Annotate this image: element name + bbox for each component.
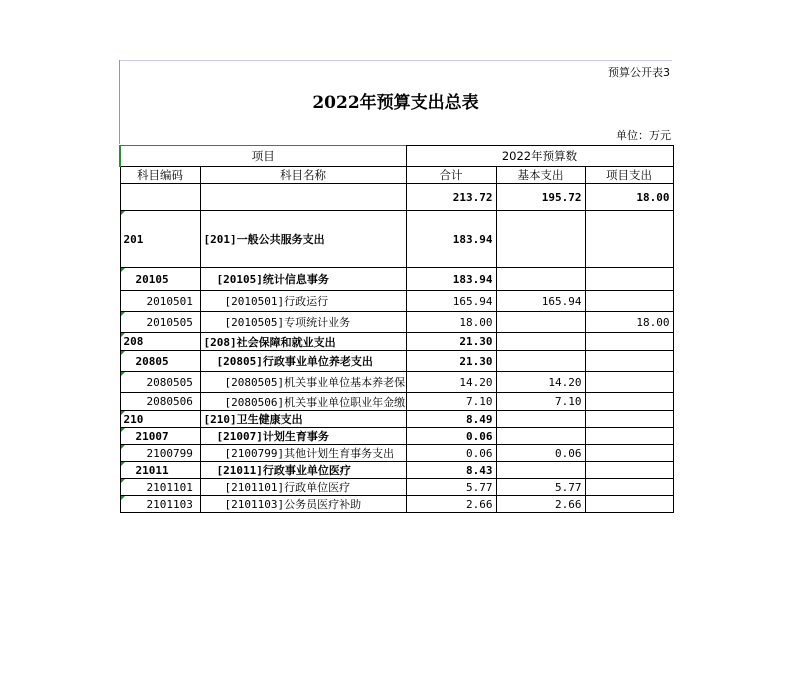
table-row: [120, 393, 673, 411]
cell-name: [2010501]行政运行: [200, 291, 406, 312]
cell-total: 8.43: [406, 462, 496, 479]
header-row-1: [120, 146, 673, 167]
cell-code: [120, 211, 200, 268]
table-row: [120, 333, 673, 351]
cell-name: [2101101]行政单位医疗: [200, 479, 406, 496]
header-budget: 2022年预算数: [406, 146, 673, 167]
unit-label: 单位：万元: [616, 129, 671, 142]
cell-project-exp: 18.00: [585, 312, 673, 333]
cell-project-exp: [585, 496, 673, 513]
cell-total: 183.94: [406, 211, 496, 268]
cell-name: [20105]统计信息事务: [200, 268, 406, 291]
cell-code: [120, 372, 200, 393]
cell-code: [120, 445, 200, 462]
cell-marker: [121, 211, 125, 215]
budget-sheet: [119, 60, 672, 531]
cell-total: 21.30: [406, 333, 496, 351]
cell-marker: [121, 411, 125, 415]
cell-code-text: 21011: [135, 463, 169, 477]
cell-total: 0.06: [406, 428, 496, 445]
cell-name: [208]社会保障和就业支出: [200, 333, 406, 351]
cell-name: [20805]行政事业单位养老支出: [200, 351, 406, 372]
cell-total: 2.66: [406, 496, 496, 513]
cell-code: [120, 462, 200, 479]
cell-marker: [121, 496, 125, 500]
cell-project-exp: [585, 428, 673, 445]
table-row: [120, 372, 673, 393]
cell-marker: [121, 428, 125, 432]
cell-code: [120, 351, 200, 372]
header-code: 科目编码: [120, 167, 200, 184]
cell-name: [21011]行政事业单位医疗: [200, 462, 406, 479]
table-row: [120, 479, 673, 496]
cell-code: [120, 428, 200, 445]
header-project: 项目: [120, 146, 406, 167]
cell-total: 21.30: [406, 351, 496, 372]
cell-total: 165.94: [406, 291, 496, 312]
cell-code-text: 208: [123, 335, 144, 348]
cell-basic: [496, 428, 585, 445]
cell-code-text: 21007: [135, 429, 169, 443]
cell-basic: [496, 211, 585, 268]
budget-table: [119, 145, 674, 513]
cell-name: [2080506]机关事业单位职业年金缴: [200, 393, 406, 411]
cell-total: 14.20: [406, 372, 496, 393]
cell-basic: 7.10: [496, 393, 585, 411]
cell-marker: [121, 445, 125, 449]
cell-name: [200, 184, 406, 211]
cell-project-exp: [585, 462, 673, 479]
cell-project-exp: [585, 333, 673, 351]
cell-name: [21007]计划生育事务: [200, 428, 406, 445]
header-total: 合计: [406, 167, 496, 184]
cell-marker: [121, 479, 125, 483]
cell-total: 183.94: [406, 268, 496, 291]
cell-basic: 0.06: [496, 445, 585, 462]
cell-code: [120, 312, 200, 333]
table-row: [120, 445, 673, 462]
header-row-2: [120, 167, 673, 184]
cell-project-exp: [585, 411, 673, 428]
cell-total: 0.06: [406, 445, 496, 462]
cell-marker: [121, 372, 125, 376]
cell-code: 2010501: [120, 291, 200, 312]
table-row: [120, 462, 673, 479]
cell-project-exp: [585, 211, 673, 268]
table-row-total: [120, 184, 673, 211]
cell-code-text: 2101101: [146, 480, 193, 494]
cell-name: [201]一般公共服务支出: [200, 211, 406, 268]
table-row: [120, 496, 673, 513]
table-row: [120, 428, 673, 445]
table-row: [120, 312, 673, 333]
cell-code: [120, 479, 200, 496]
cell-code: [120, 411, 200, 428]
cell-basic: [496, 411, 585, 428]
cell-code: 2080506: [120, 393, 200, 411]
cell-marker: [121, 268, 125, 272]
cell-total: 5.77: [406, 479, 496, 496]
table-row: [120, 351, 673, 372]
cell-basic: [496, 351, 585, 372]
cell-marker: [121, 312, 125, 316]
cell-code-text: 2100799: [146, 446, 193, 460]
cell-basic: [496, 268, 585, 291]
header-name: 科目名称: [200, 167, 406, 184]
cell-basic: [496, 333, 585, 351]
cell-project-exp: [585, 445, 673, 462]
page-title: 2022年预算支出总表: [312, 93, 479, 113]
cell-project-exp: [585, 291, 673, 312]
cell-code-text: 20105: [135, 272, 169, 286]
cell-code: [120, 268, 200, 291]
cell-code: [120, 333, 200, 351]
cell-code-text: 20805: [135, 354, 169, 368]
cell-marker: [121, 351, 125, 355]
cell-basic: 195.72: [496, 184, 585, 211]
cell-project-exp: [585, 268, 673, 291]
cell-project-exp: [585, 351, 673, 372]
cell-name: [2101103]公务员医疗补助: [200, 496, 406, 513]
table-row: [120, 211, 673, 268]
cell-code-text: 210: [123, 412, 144, 426]
cell-name: [2080505]机关事业单位基本养老保: [200, 372, 406, 393]
table-number: 预算公开表3: [608, 66, 670, 79]
header-project-exp: 项目支出: [585, 167, 673, 184]
table-row: [120, 291, 673, 312]
cell-project-exp: [585, 372, 673, 393]
cell-basic: 5.77: [496, 479, 585, 496]
cell-total: 213.72: [406, 184, 496, 211]
cell-code-text: 2101103: [146, 497, 193, 511]
cell-project-exp: 18.00: [585, 184, 673, 211]
cell-total: 7.10: [406, 393, 496, 411]
cell-code-text: 2010505: [146, 315, 193, 329]
cell-basic: 14.20: [496, 372, 585, 393]
cell-basic: 2.66: [496, 496, 585, 513]
cell-total: 8.49: [406, 411, 496, 428]
sheet-top-border: [119, 60, 672, 61]
cell-total: 18.00: [406, 312, 496, 333]
table-row: [120, 411, 673, 428]
cell-code-text: 201: [123, 232, 144, 246]
cell-basic: [496, 312, 585, 333]
cell-name: [2010505]专项统计业务: [200, 312, 406, 333]
cell-project-exp: [585, 479, 673, 496]
cell-code: [120, 184, 200, 211]
cell-code-text: 2080505: [146, 375, 193, 389]
cell-name: [210]卫生健康支出: [200, 411, 406, 428]
header-basic: 基本支出: [496, 167, 585, 184]
table-row: [120, 268, 673, 291]
cell-marker: [121, 333, 125, 337]
cell-project-exp: [585, 393, 673, 411]
cell-marker: [121, 462, 125, 466]
cell-basic: [496, 462, 585, 479]
cell-code: [120, 496, 200, 513]
cell-basic: 165.94: [496, 291, 585, 312]
cell-name: [2100799]其他计划生育事务支出: [200, 445, 406, 462]
